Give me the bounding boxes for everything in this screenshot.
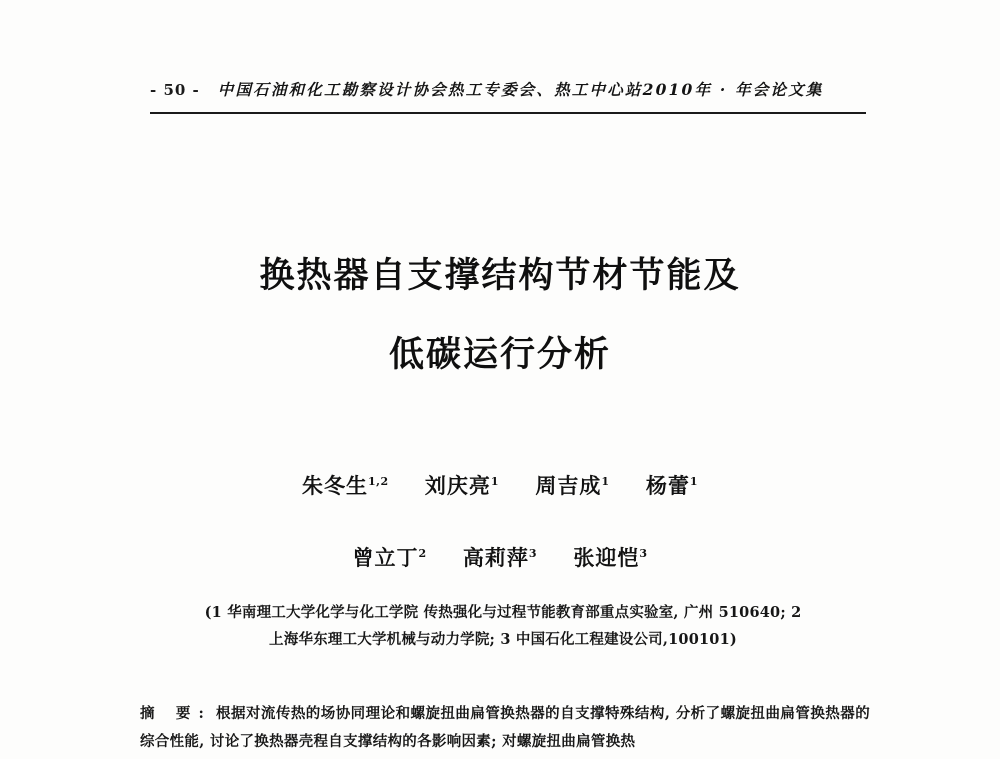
author-affiliation-mark: 1: [689, 475, 699, 488]
author: [302, 470, 389, 500]
author: [535, 470, 609, 500]
author-row-2: [0, 542, 1000, 572]
author-affiliation-mark: 3: [639, 547, 648, 560]
running-title: 中国石油和化工勘察设计协会热工专委会、热工中心站2010年 · 年会论文集: [217, 80, 824, 99]
abstract-text: 根据对流传热的场协同理论和螺旋扭曲扁管换热器的自支撑特殊结构, 分析了螺旋扭曲扁管换热器的综合性能, 讨论了换热器壳程自支撑结构的各影响因素; 对螺旋扭曲扁管换热: [140, 705, 871, 751]
title-line-1: 换热器自支撑结构节材节能及: [259, 255, 741, 296]
author-affiliation-mark: 1,2: [367, 475, 389, 488]
author-name: 高莉萍: [462, 545, 529, 570]
author-name: 杨蕾: [645, 473, 690, 498]
author: [646, 470, 698, 500]
affiliation-line-2: 上海华东理工大学机械与动力学院; 3 中国石化工程建设公司,100101): [269, 630, 737, 648]
page-number: - 50 -: [150, 81, 200, 99]
author: [573, 542, 647, 572]
author-name: 朱冬生: [301, 473, 368, 498]
author-affiliation-mark: 1: [490, 475, 500, 488]
author-list: [0, 470, 1000, 572]
author-name: 刘庆亮: [424, 473, 491, 498]
title-line-2: 低碳运行分析: [388, 334, 611, 375]
article-title: [0, 255, 1000, 375]
abstract-label: 摘 要:: [140, 705, 212, 722]
author: [463, 542, 537, 572]
header-rule: [150, 112, 866, 114]
author-row-1: [0, 470, 1000, 500]
author: [352, 542, 426, 572]
author-affiliation-mark: 1: [601, 475, 610, 488]
author-name: 张迎恺: [573, 545, 640, 570]
author-affiliation-mark: 3: [528, 547, 538, 560]
page-header: [150, 78, 865, 100]
author: [425, 470, 499, 500]
author-name: 周吉成: [535, 473, 602, 498]
affiliation-block: [138, 600, 868, 654]
author-affiliation-mark: 2: [418, 547, 427, 560]
affiliation-line-1: (1 华南理工大学化学与化工学院 传热强化与过程节能教育部重点实验室, 广州 510640; 2: [204, 604, 802, 621]
abstract-block: [140, 700, 870, 757]
author-name: 曾立丁: [352, 545, 419, 570]
